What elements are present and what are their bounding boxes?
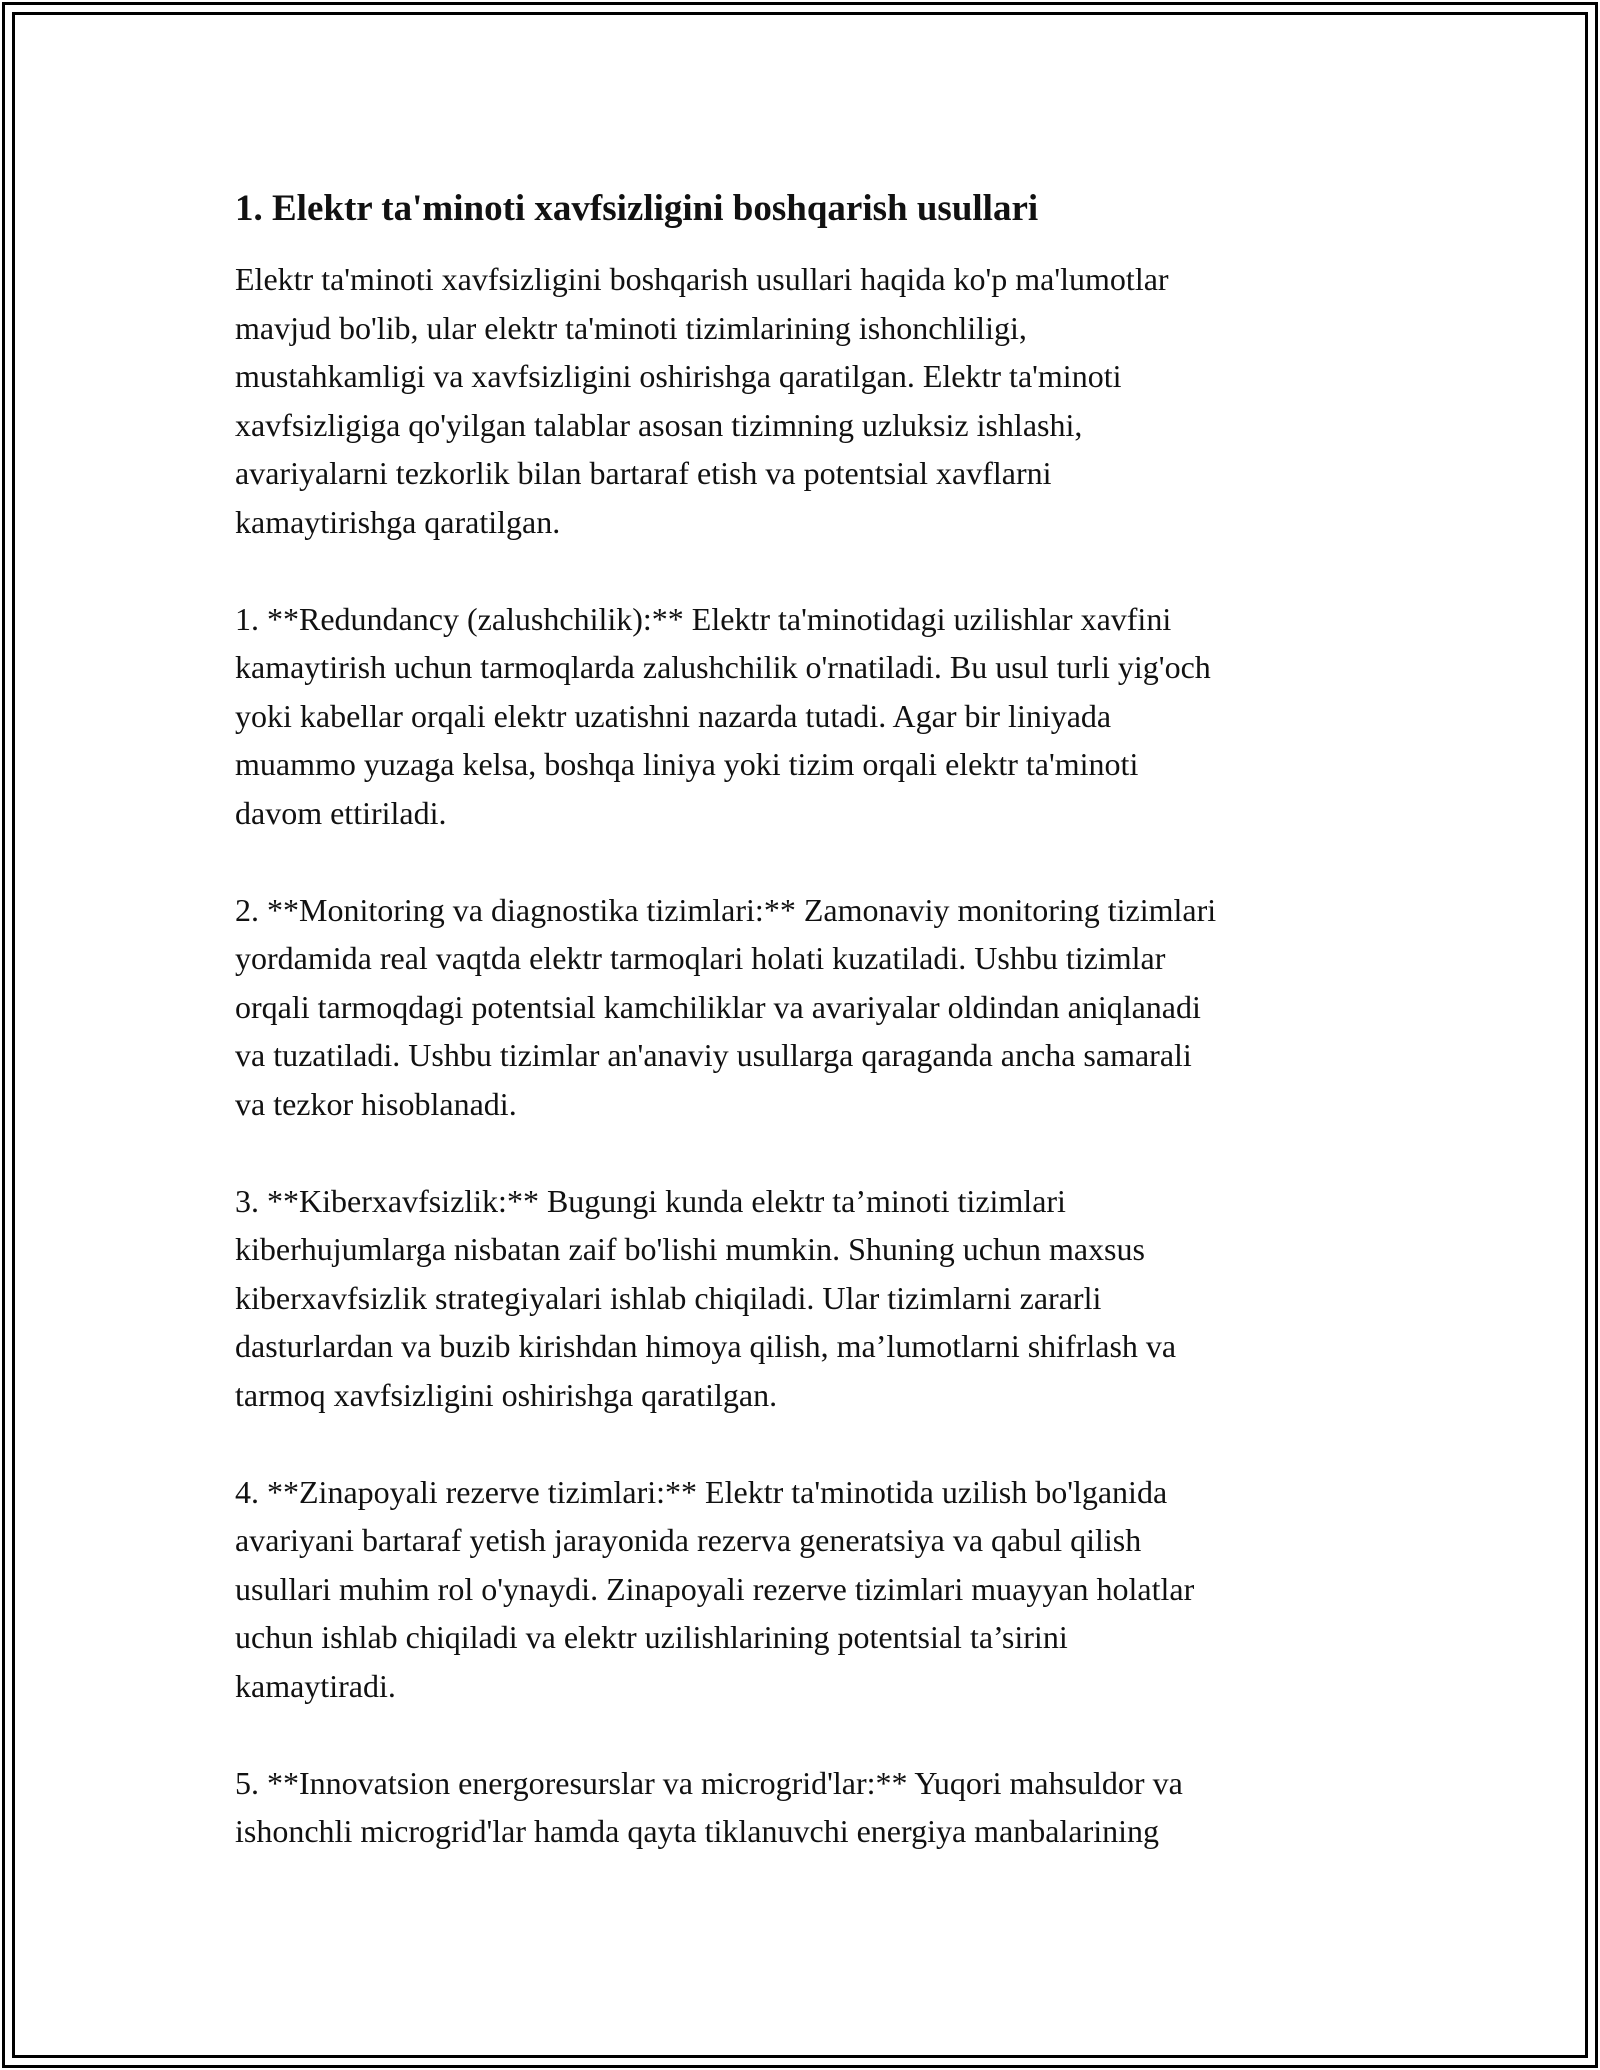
paragraph-line: 3. **Kiberxavfsizlik:** Bugungi kunda elektr ta’minoti tizimlari — [235, 1182, 1066, 1219]
paragraph-line: avariyani bartaraf yetish jarayonida rezerva generatsiya va qabul qilish — [235, 1522, 1142, 1558]
paragraph-line: va tezkor hisoblanadi. — [235, 1085, 517, 1122]
list-item-cybersecurity — [235, 1177, 1375, 1420]
paragraph-line: kiberxavfsizlik strategiyalari ishlab chiqiladi. Ular tizimlarni zararli — [235, 1279, 1102, 1316]
paragraph-line: yordamida real vaqtda elektr tarmoqlari holati kuzatiladi. Ushbu tizimlar — [235, 940, 1166, 976]
paragraph-line: muammo yuzaga kelsa, boshqa liniya yoki tizim orqali elektr ta'minoti — [235, 746, 1139, 782]
paragraph-line: tarmoq xavfsizligini oshirishga qaratilgan. — [235, 1376, 778, 1413]
document-body — [235, 185, 1375, 1904]
paragraph-line: va tuzatiladi. Ushbu tizimlar an'anaviy usullarga qaraganda ancha samarali — [235, 1037, 1192, 1073]
list-item-monitoring — [235, 886, 1375, 1129]
paragraph-line: usullari muhim rol o'ynaydi. Zinapoyali rezerve tizimlari muayyan holatlar — [235, 1570, 1195, 1607]
paragraph-line: kamaytirishga qaratilgan. — [235, 503, 561, 540]
paragraph-line: orqali tarmoqdagi potentsial kamchiliklar va avariyalar oldindan aniqlanadi — [235, 988, 1201, 1025]
paragraph-line: 4. **Zinapoyali rezerve tizimlari:** Elektr ta'minotida uzilish bo'lganida — [235, 1473, 1168, 1510]
paragraph-line: kamaytirish uchun tarmoqlarda zalushchilik o'rnatiladi. Bu usul turli yig'och — [235, 649, 1211, 685]
paragraph-line: kamaytiradi. — [235, 1667, 396, 1704]
paragraph-line: Elektr ta'minoti xavfsizligini boshqarish usullari haqida ko'p ma'lumotlar — [235, 261, 1169, 297]
paragraph-line: 1. **Redundancy (zalushchilik):** Elektr ta'minotidagi uzilishlar xavfini — [235, 600, 1172, 637]
paragraph-line: mavjud bo'lib, ular elektr ta'minoti tizimlarining ishonchliligi, — [235, 309, 1027, 346]
paragraph-line: ishonchli microgrid'lar hamda qayta tiklanuvchi energiya manbalarining — [235, 1813, 1159, 1849]
list-item-microgrids — [235, 1759, 1375, 1856]
document-title: 1. Elektr ta'minoti xavfsizligini boshqarish usullari — [235, 188, 1039, 229]
list-item-redundancy — [235, 595, 1375, 838]
paragraph-line: xavfsizligiga qo'yilgan talablar asosan tizimning uzluksiz ishlashi, — [235, 406, 1083, 443]
intro-paragraph — [235, 255, 1375, 546]
paragraph-line: davom ettiriladi. — [235, 794, 447, 831]
list-item-reserve-systems — [235, 1468, 1375, 1711]
paragraph-line: uchun ishlab chiqiladi va elektr uzilishlarining potentsial ta’sirini — [235, 1619, 1068, 1655]
paragraph-line: avariyalarni tezkorlik bilan bartaraf etish va potentsial xavflarni — [235, 455, 1052, 491]
paragraph-line: yoki kabellar orqali elektr uzatishni nazarda tutadi. Agar bir liniyada — [235, 697, 1112, 734]
paragraph-line: kiberhujumlarga nisbatan zaif bo'lishi mumkin. Shuning uchun maxsus — [235, 1231, 1145, 1267]
paragraph-line: dasturlardan va buzib kirishdan himoya qilish, ma’lumotlarni shifrlash va — [235, 1328, 1177, 1364]
paragraph-line: 5. **Innovatsion energoresurslar va microgrid'lar:** Yuqori mahsuldor va — [235, 1764, 1183, 1801]
paragraph-line: 2. **Monitoring va diagnostika tizimlari:** Zamonaviy monitoring tizimlari — [235, 891, 1217, 928]
paragraph-line: mustahkamligi va xavfsizligini oshirishga qaratilgan. Elektr ta'minoti — [235, 358, 1122, 394]
